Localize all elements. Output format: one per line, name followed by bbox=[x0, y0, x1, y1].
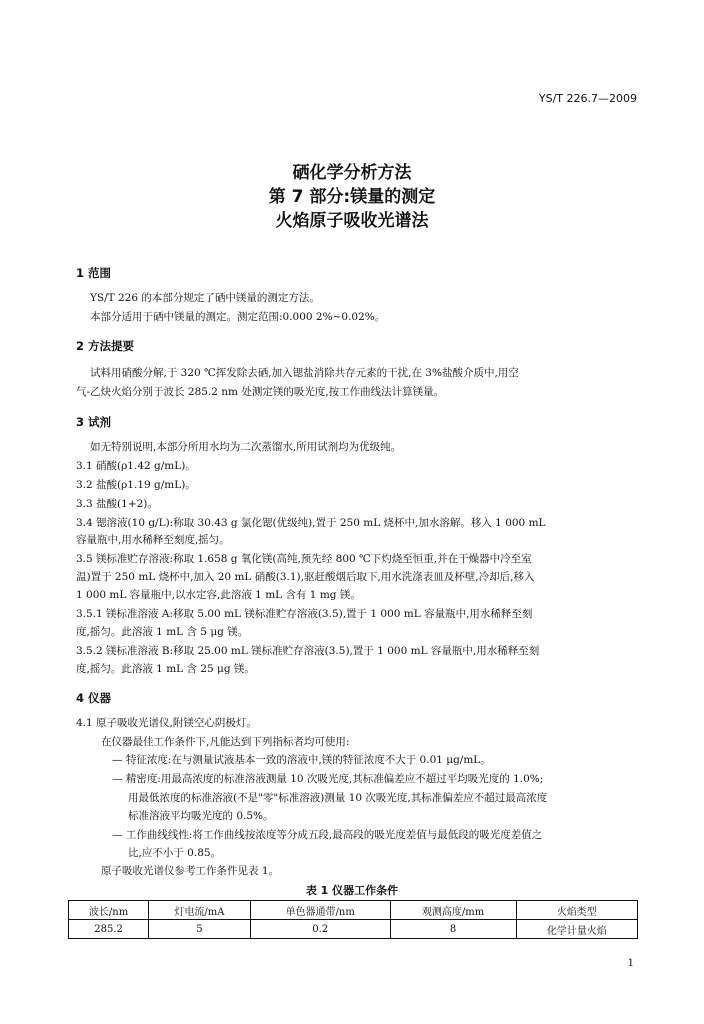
criterion-linearity-line-2: 比,应不小于 0.85。 bbox=[128, 847, 222, 859]
reagent-3-4-line-1: 3.4 锶溶液(10 g/L):称取 30.43 g 氯化锶(优级纯),置于 250 mL 烧杯中,加水溶解。移入 1 000 mL bbox=[76, 517, 546, 529]
cell-bandpass: 0.2 bbox=[250, 920, 390, 939]
reagent-3-5-line-3: 1 000 mL 容量瓶中,以水定容,此溶液 1 mL 含有 1 mg 镁。 bbox=[76, 589, 361, 601]
header-lamp-current: 灯电流/mA bbox=[149, 901, 251, 920]
method-line-2: 气-乙炔火焰分别于波长 285.2 nm 处测定镁的吸光度,按工作曲线法计算镁量。 bbox=[76, 386, 445, 398]
header-wavelength: 波长/nm bbox=[69, 901, 149, 920]
reagent-3-5-2-line-2: 度,摇匀。此溶液 1 mL 含 25 μg 镁。 bbox=[76, 663, 255, 675]
reagent-3-5-1-line-1: 3.5.1 镁标准溶液 A:移取 5.00 mL 镁标准贮存溶液(3.5),置于 1 000 mL 容量瓶中,用水稀释至刻 bbox=[76, 608, 533, 620]
criterion-linearity-line-1: — 工作曲线线性:将工作曲线按浓度等分成五段,最高段的吸光度差值与最低段的吸光度差值之 bbox=[112, 829, 543, 841]
criterion-precision-line-1: — 精密度:用最高浓度的标准溶液测量 10 次吸光度,其标准偏差应不超过平均吸光度的 1.0%; bbox=[112, 773, 544, 785]
page-number: 1 bbox=[627, 958, 634, 969]
section-3-heading: 3 试剂 bbox=[76, 415, 112, 429]
method-line-1: 试料用硝酸分解,于 320 ℃挥发除去硒,加入锶盐消除共存元素的干扰,在 3%盐酸介质中,用空 bbox=[90, 367, 519, 379]
title-line-2: 第 7 部分:镁量的测定 bbox=[268, 187, 436, 207]
table-row bbox=[69, 920, 638, 939]
section-1-heading: 1 范围 bbox=[76, 266, 112, 280]
reagent-intro: 如无特别说明,本部分所用水均为二次蒸馏水,所用试剂均为优级纯。 bbox=[90, 441, 402, 453]
table-header-row bbox=[69, 901, 638, 920]
scope-paragraph-2: 本部分适用于硒中镁量的测定。测定范围:0.000 2%~0.02%。 bbox=[90, 311, 386, 323]
scope-paragraph-1: YS/T 226 的本部分规定了硒中镁量的测定方法。 bbox=[90, 292, 320, 304]
cell-observation-height: 8 bbox=[390, 920, 516, 939]
table-reference: 原子吸收光谱仪参考工作条件见表 1。 bbox=[101, 865, 280, 877]
criterion-precision-line-2: 用最低浓度的标准溶液(不是"零"标准溶液)测量 10 次吸光度,其标准偏差应不超过最高浓度 bbox=[128, 792, 548, 804]
conditions-table bbox=[68, 900, 638, 939]
criterion-concentration: — 特征浓度:在与测量试液基本一致的溶液中,镁的特征浓度不大于 0.01 μg/mL。 bbox=[112, 754, 491, 766]
title-line-3: 火焰原子吸收光谱法 bbox=[275, 211, 429, 231]
instrument-conditions: 在仪器最佳工作条件下,凡能达到下列指标者均可使用: bbox=[101, 736, 350, 748]
reagent-3-4-line-2: 容量瓶中,用水稀释至刻度,摇匀。 bbox=[76, 534, 230, 546]
standard-number: YS/T 226.7—2009 bbox=[538, 92, 637, 105]
header-flame-type: 火焰类型 bbox=[516, 901, 637, 920]
header-bandpass: 单色器通带/nm bbox=[250, 901, 390, 920]
cell-lamp-current: 5 bbox=[149, 920, 251, 939]
reagent-3-2: 3.2 盐酸(ρ1.19 g/mL)。 bbox=[76, 479, 196, 491]
cell-flame-type: 化学计量火焰 bbox=[516, 920, 637, 939]
title-line-1: 硒化学分析方法 bbox=[292, 163, 412, 183]
reagent-3-3: 3.3 盐酸(1+2)。 bbox=[76, 498, 158, 510]
reagent-3-5-line-1: 3.5 镁标准贮存溶液:称取 1.658 g 氧化镁(高纯,预先经 800 ℃下灼烧至恒重,并在干燥器中冷至室 bbox=[76, 553, 532, 565]
instrument-4-1: 4.1 原子吸收光谱仪,附镁空心阴极灯。 bbox=[76, 717, 257, 729]
criterion-precision-line-3: 标准溶液平均吸光度的 0.5%。 bbox=[128, 810, 274, 822]
reagent-3-5-1-line-2: 度,摇匀。此溶液 1 mL 含 5 μg 镁。 bbox=[76, 626, 249, 638]
cell-wavelength: 285.2 bbox=[69, 920, 149, 939]
section-2-heading: 2 方法提要 bbox=[76, 339, 135, 353]
header-observation-height: 观测高度/mm bbox=[390, 901, 516, 920]
section-4-heading: 4 仪器 bbox=[76, 691, 112, 705]
reagent-3-5-line-2: 温)置于 250 mL 烧杯中,加入 20 mL 硝酸(3.1),驱赶酸烟后取下,用水洗涤表皿及杯壁,冷却后,移入 bbox=[76, 571, 535, 583]
table-caption: 表 1 仪器工作条件 bbox=[305, 884, 399, 897]
reagent-3-5-2-line-1: 3.5.2 镁标准溶液 B:移取 25.00 mL 镁标准贮存溶液(3.5),置于 1 000 mL 容量瓶中,用水稀释至刻 bbox=[76, 645, 540, 657]
reagent-3-1: 3.1 硝酸(ρ1.42 g/mL)。 bbox=[76, 460, 196, 472]
